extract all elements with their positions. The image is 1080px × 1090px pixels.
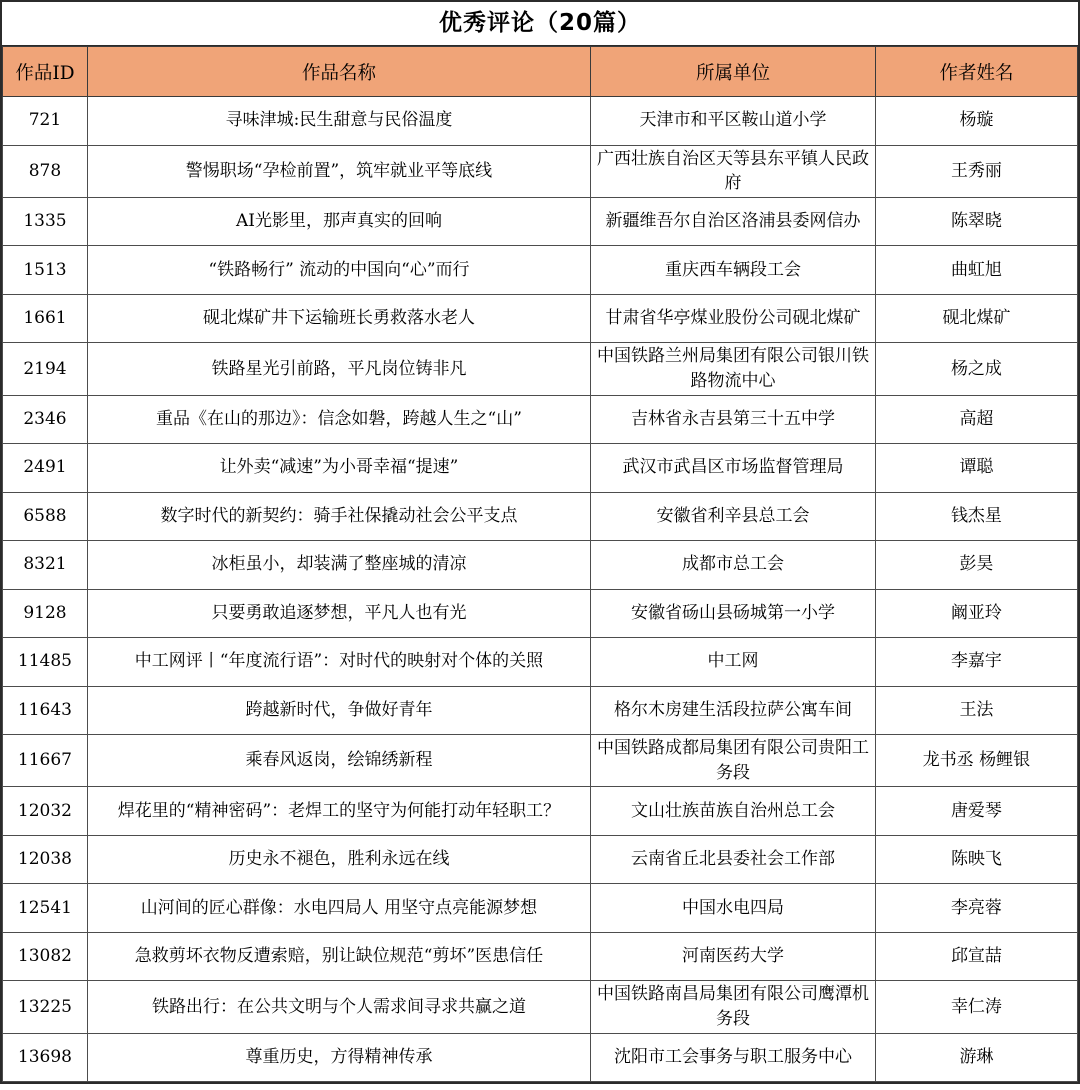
unit-cell: 广西壮族自治区天等县东平镇人民政府 — [591, 145, 876, 197]
table-row — [3, 932, 1078, 981]
work-id-cell: 11643 — [3, 686, 88, 735]
work-title-cell: 铁路出行：在公共文明与个人需求间寻求共赢之道 — [87, 981, 590, 1033]
work-title-cell: 中工网评丨“年度流行语”：对时代的映射对个体的关照 — [87, 638, 590, 687]
table-row — [3, 145, 1078, 197]
work-id-cell: 721 — [3, 97, 88, 146]
work-title-cell: 让外卖“减速”为小哥幸福“提速” — [87, 444, 590, 493]
work-title-cell: 尊重历史，方得精神传承 — [87, 1033, 590, 1082]
table-row — [3, 197, 1078, 246]
author-cell: 李亮蓉 — [875, 884, 1077, 933]
author-cell: 阚亚玲 — [875, 589, 1077, 638]
table-row — [3, 735, 1078, 787]
work-title-cell: 急救剪坏衣物反遭索赔，别让缺位规范“剪坏”医患信任 — [87, 932, 590, 981]
work-id-cell: 8321 — [3, 541, 88, 590]
work-id-cell: 2194 — [3, 343, 88, 395]
author-cell: 砚北煤矿 — [875, 294, 1077, 343]
work-title-cell: AI光影里，那声真实的回响 — [87, 197, 590, 246]
data-table — [2, 46, 1078, 1082]
work-title-cell: 铁路星光引前路，平凡岗位铸非凡 — [87, 343, 590, 395]
author-cell: 陈翠晓 — [875, 197, 1077, 246]
work-id-cell: 1513 — [3, 246, 88, 295]
unit-cell: 河南医药大学 — [591, 932, 876, 981]
work-id-cell: 9128 — [3, 589, 88, 638]
unit-cell: 云南省丘北县委社会工作部 — [591, 835, 876, 884]
author-cell: 杨璇 — [875, 97, 1077, 146]
work-id-cell: 13698 — [3, 1033, 88, 1082]
author-cell: 曲虹旭 — [875, 246, 1077, 295]
unit-cell: 武汉市武昌区市场监督管理局 — [591, 444, 876, 493]
work-id-cell: 13225 — [3, 981, 88, 1033]
work-title-cell: 山河间的匠心群像：水电四局人 用坚守点亮能源梦想 — [87, 884, 590, 933]
unit-cell: 中工网 — [591, 638, 876, 687]
unit-cell: 文山壮族苗族自治州总工会 — [591, 787, 876, 836]
col-header-work-id: 作品ID — [3, 47, 88, 97]
table-row — [3, 97, 1078, 146]
unit-cell: 新疆维吾尔自治区洛浦县委网信办 — [591, 197, 876, 246]
table-row — [3, 686, 1078, 735]
work-title-cell: 乘春风返岗，绘锦绣新程 — [87, 735, 590, 787]
table-row — [3, 294, 1078, 343]
col-header-work-title: 作品名称 — [87, 47, 590, 97]
work-id-cell: 12032 — [3, 787, 88, 836]
author-cell: 游琳 — [875, 1033, 1077, 1082]
table-row — [3, 787, 1078, 836]
table-row — [3, 1033, 1078, 1082]
work-id-cell: 1335 — [3, 197, 88, 246]
author-cell: 高超 — [875, 395, 1077, 444]
table-body — [3, 97, 1078, 1082]
work-id-cell: 1661 — [3, 294, 88, 343]
work-title-cell: 重品《在山的那边》：信念如磐，跨越人生之“山” — [87, 395, 590, 444]
unit-cell: 吉林省永吉县第三十五中学 — [591, 395, 876, 444]
table-row — [3, 541, 1078, 590]
unit-cell: 重庆西车辆段工会 — [591, 246, 876, 295]
author-cell: 王秀丽 — [875, 145, 1077, 197]
work-title-cell: “铁路畅行” 流动的中国向“心”而行 — [87, 246, 590, 295]
unit-cell: 中国铁路成都局集团有限公司贵阳工务段 — [591, 735, 876, 787]
work-title-cell: 跨越新时代，争做好青年 — [87, 686, 590, 735]
header-row — [3, 47, 1078, 97]
work-id-cell: 13082 — [3, 932, 88, 981]
table-row — [3, 343, 1078, 395]
author-cell: 陈映飞 — [875, 835, 1077, 884]
table-row — [3, 835, 1078, 884]
unit-cell: 安徽省砀山县砀城第一小学 — [591, 589, 876, 638]
work-id-cell: 2346 — [3, 395, 88, 444]
table-row — [3, 884, 1078, 933]
table-row — [3, 492, 1078, 541]
col-header-unit: 所属单位 — [591, 47, 876, 97]
work-title-cell: 冰柜虽小，却装满了整座城的清凉 — [87, 541, 590, 590]
work-id-cell: 11485 — [3, 638, 88, 687]
work-title-cell: 历史永不褪色，胜利永远在线 — [87, 835, 590, 884]
unit-cell: 中国水电四局 — [591, 884, 876, 933]
work-id-cell: 6588 — [3, 492, 88, 541]
author-cell: 王法 — [875, 686, 1077, 735]
table-row — [3, 246, 1078, 295]
work-title-cell: 数字时代的新契约：骑手社保撬动社会公平支点 — [87, 492, 590, 541]
work-id-cell: 2491 — [3, 444, 88, 493]
unit-cell: 沈阳市工会事务与职工服务中心 — [591, 1033, 876, 1082]
author-cell: 邱宣喆 — [875, 932, 1077, 981]
author-cell: 彭昊 — [875, 541, 1077, 590]
col-header-author: 作者姓名 — [875, 47, 1077, 97]
author-cell: 幸仁涛 — [875, 981, 1077, 1033]
author-cell: 杨之成 — [875, 343, 1077, 395]
table-row — [3, 638, 1078, 687]
table-row — [3, 395, 1078, 444]
table-row — [3, 444, 1078, 493]
author-cell: 谭聪 — [875, 444, 1077, 493]
work-id-cell: 11667 — [3, 735, 88, 787]
author-cell: 钱杰星 — [875, 492, 1077, 541]
unit-cell: 中国铁路兰州局集团有限公司银川铁路物流中心 — [591, 343, 876, 395]
author-cell: 李嘉宇 — [875, 638, 1077, 687]
unit-cell: 格尔木房建生活段拉萨公寓车间 — [591, 686, 876, 735]
author-cell: 唐爱琴 — [875, 787, 1077, 836]
work-id-cell: 12038 — [3, 835, 88, 884]
table-row — [3, 981, 1078, 1033]
unit-cell: 中国铁路南昌局集团有限公司鹰潭机务段 — [591, 981, 876, 1033]
work-title-cell: 寻味津城:民生甜意与民俗温度 — [87, 97, 590, 146]
work-title-cell: 只要勇敢追逐梦想，平凡人也有光 — [87, 589, 590, 638]
work-title-cell: 焊花里的“精神密码”：老焊工的坚守为何能打动年轻职工？ — [87, 787, 590, 836]
work-id-cell: 12541 — [3, 884, 88, 933]
unit-cell: 甘肃省华亭煤业股份公司砚北煤矿 — [591, 294, 876, 343]
unit-cell: 成都市总工会 — [591, 541, 876, 590]
work-title-cell: 警惕职场“孕检前置”，筑牢就业平等底线 — [87, 145, 590, 197]
table-row — [3, 589, 1078, 638]
unit-cell: 天津市和平区鞍山道小学 — [591, 97, 876, 146]
work-id-cell: 878 — [3, 145, 88, 197]
table-title: 优秀评论（20篇） — [2, 2, 1078, 46]
unit-cell: 安徽省利辛县总工会 — [591, 492, 876, 541]
work-title-cell: 砚北煤矿井下运输班长勇救落水老人 — [87, 294, 590, 343]
author-cell: 龙书丞 杨鲤银 — [875, 735, 1077, 787]
